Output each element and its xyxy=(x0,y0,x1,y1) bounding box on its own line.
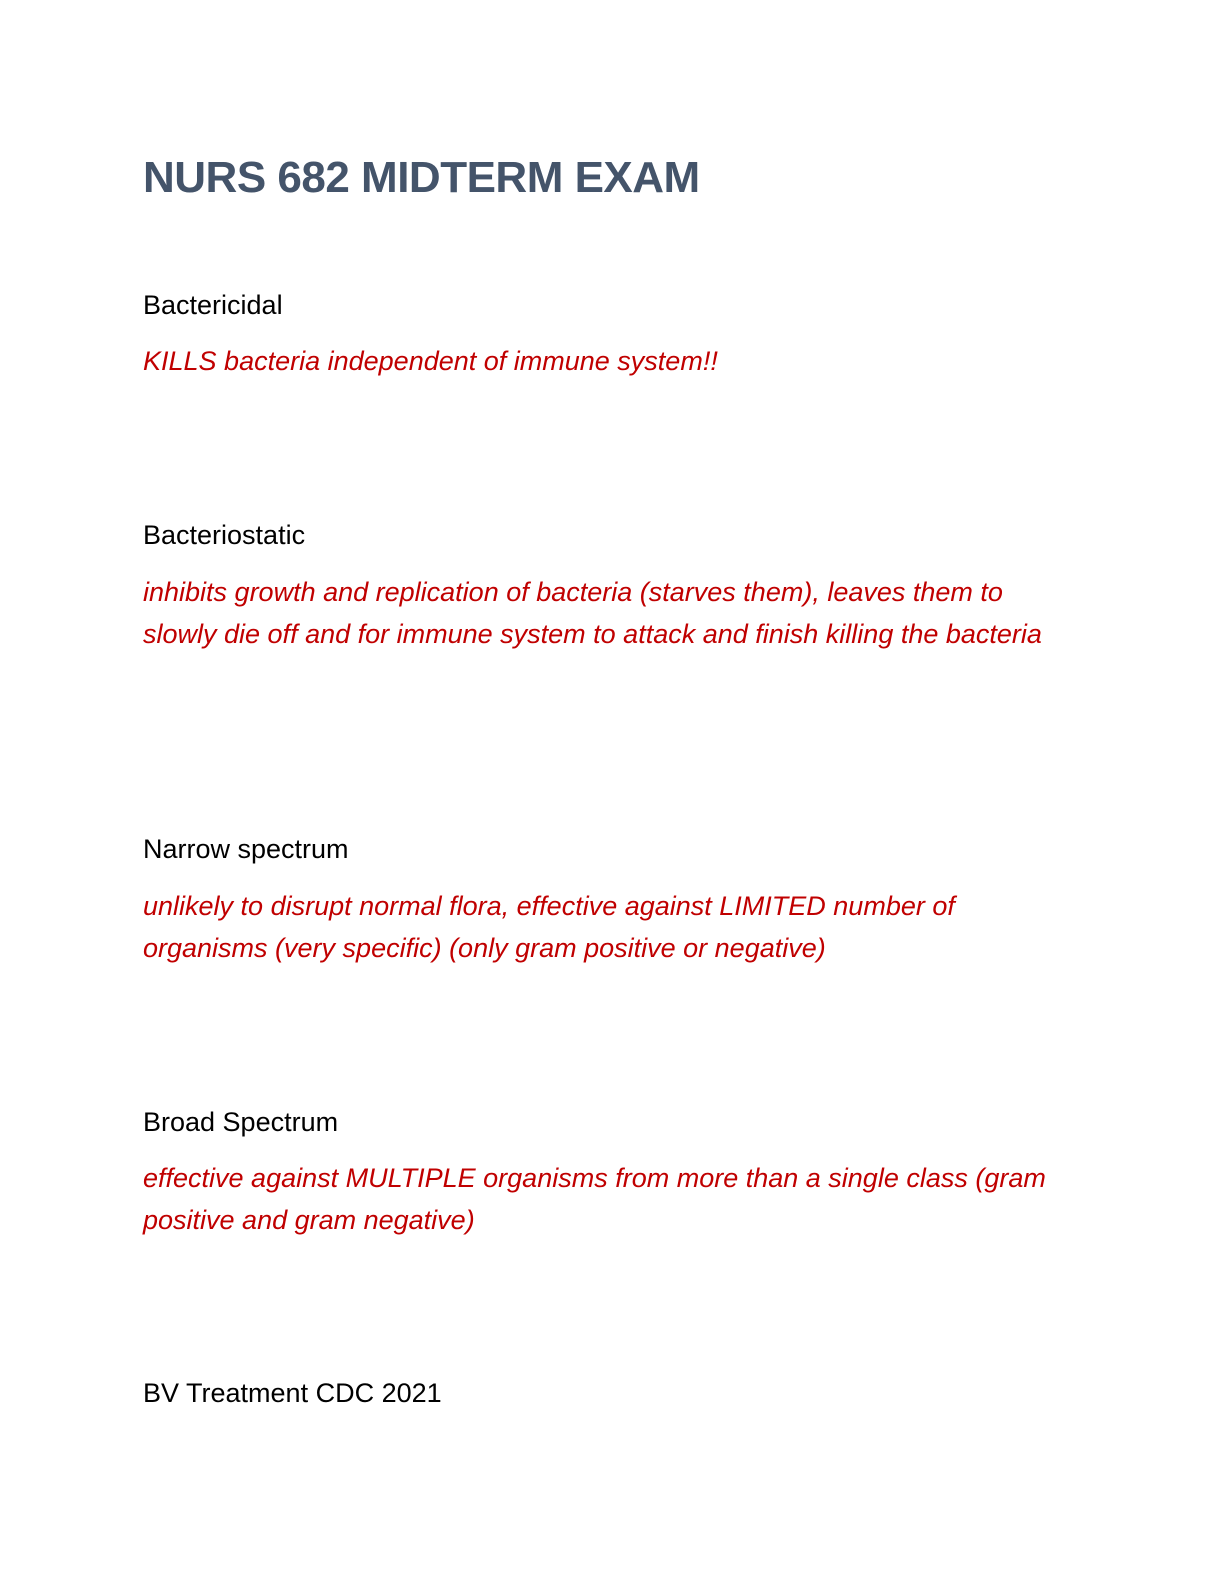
term-broad-spectrum: Broad Spectrum xyxy=(143,1107,339,1137)
term-bv-treatment: BV Treatment CDC 2021 xyxy=(143,1378,442,1408)
definition-broad-spectrum: effective against MULTIPLE organisms from more than a single class (gram positive and gram negative) xyxy=(143,1163,1046,1235)
page-title: NURS 682 MIDTERM EXAM xyxy=(143,153,700,202)
term-bacteriostatic: Bacteriostatic xyxy=(143,520,306,550)
definition-bacteriostatic: inhibits growth and replication of bacteria (starves them), leaves them to slowly die off and for immune system to attack and finish killing the bacteria xyxy=(143,577,1042,649)
term-narrow-spectrum: Narrow spectrum xyxy=(143,834,349,864)
definition-bactericidal: KILLS bacteria independent of immune system!! xyxy=(143,346,718,376)
term-bactericidal: Bactericidal xyxy=(143,290,283,320)
definition-narrow-spectrum: unlikely to disrupt normal flora, effective against LIMITED number of organisms (very specific) (only gram positive or negative) xyxy=(143,891,955,963)
